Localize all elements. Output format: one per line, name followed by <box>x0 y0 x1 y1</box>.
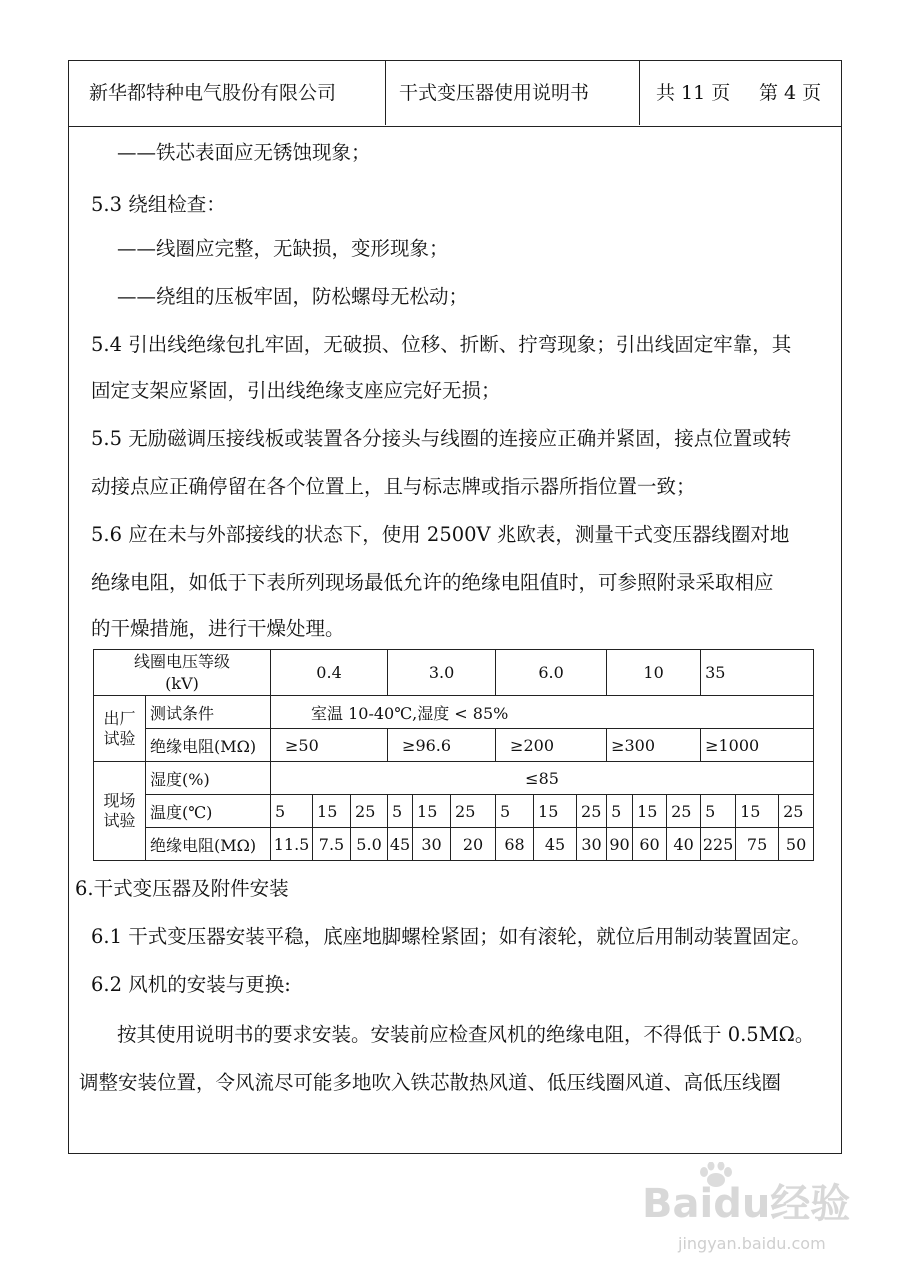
temperature-cell: 25 <box>667 795 701 828</box>
watermark-url: jingyan.baidu.com <box>678 1234 826 1253</box>
temperature-cell: 15 <box>633 795 667 828</box>
temperature-cell: 5 <box>701 795 736 828</box>
site-resistance-cell: 40 <box>667 828 701 861</box>
voltage-cell: 35 <box>701 650 814 696</box>
temperature-cell: 15 <box>413 795 451 828</box>
temperature-cell: 25 <box>577 795 607 828</box>
text-line: 固定支架应紧固，引出线绝缘支座应完好无损； <box>91 379 501 402</box>
insulation-resistance-table <box>93 649 814 861</box>
temperature-cell: 5 <box>607 795 633 828</box>
section-heading: 6.干式变压器及附件安装 <box>75 877 289 900</box>
voltage-cell: 3.0 <box>388 650 496 696</box>
temperature-cell: 15 <box>534 795 577 828</box>
factory-resistance-cell: ≥1000 <box>701 729 814 762</box>
voltage-cell: 6.0 <box>496 650 607 696</box>
header-divider <box>385 61 386 125</box>
temperature-cell: 15 <box>313 795 351 828</box>
temperature-cell: 5 <box>388 795 413 828</box>
temperature-cell: 25 <box>451 795 496 828</box>
factory-resistance-cell: ≥50 <box>271 729 388 762</box>
factory-test-group: 出厂 试验 <box>94 696 146 762</box>
page-header <box>69 61 841 127</box>
temperature-cell: 5 <box>271 795 313 828</box>
factory-resistance-cell: ≥300 <box>607 729 701 762</box>
site-resistance-cell: 68 <box>496 828 534 861</box>
site-resistance-cell: 30 <box>577 828 607 861</box>
text-line: 的干燥措施，进行干燥处理。 <box>91 617 345 640</box>
site-resistance-cell: 225 <box>701 828 736 861</box>
site-resistance-cell: 90 <box>607 828 633 861</box>
company-name: 新华都特种电气股份有限公司 <box>89 82 337 104</box>
voltage-header: 线圈电压等级 (kV) <box>94 650 271 696</box>
section-heading: 6.2 风机的安装与更换: <box>91 973 291 996</box>
site-resistance-cell: 50 <box>779 828 814 861</box>
text-line: 6.1 干式变压器安装平稳，底座地脚螺栓紧固；如有滚轮，就位后用制动装置固定。 <box>91 925 811 948</box>
total-pages: 共 11 页 <box>656 82 731 104</box>
site-resistance-cell: 5.0 <box>351 828 388 861</box>
site-resistance-cell: 45 <box>534 828 577 861</box>
temperature-cell: 25 <box>351 795 388 828</box>
factory-resistance-cell: ≥200 <box>496 729 607 762</box>
humidity-value: ≤85 <box>271 762 814 795</box>
site-resistance-cell: 75 <box>736 828 779 861</box>
text-line: 5.6 应在未与外部接线的状态下，使用 2500V 兆欧表，测量干式变压器线圈对地 <box>91 523 790 546</box>
watermark-brand: Baidu经验 <box>642 1181 851 1227</box>
temperature-cell: 25 <box>779 795 814 828</box>
text-line: 绝缘电阻，如低于下表所列现场最低允许的绝缘电阻值时，可参照附录采取相应 <box>91 571 774 594</box>
site-resistance-label: 绝缘电阻(MΩ) <box>146 828 271 861</box>
site-resistance-cell: 60 <box>633 828 667 861</box>
site-resistance-cell: 45 <box>388 828 413 861</box>
page-number: 第 4 页 <box>759 82 822 104</box>
text-line: 动接点应正确停留在各个位置上，且与标志牌或指示器所指位置一致； <box>91 475 696 498</box>
baidu-watermark <box>632 1160 872 1270</box>
site-test-group: 现场 试验 <box>94 762 146 861</box>
text-line: 5.5 无励磁调压接线板或装置各分接头与线圈的连接应正确并紧固，接点位置或转 <box>91 427 792 450</box>
test-condition-value: 室温 10-40℃,湿度 < 85% <box>271 696 814 729</box>
header-divider <box>639 61 640 125</box>
text-line: ——线圈应完整，无缺损，变形现象； <box>117 237 449 260</box>
section-heading: 5.3 绕组检查： <box>91 193 226 216</box>
site-resistance-cell: 30 <box>413 828 451 861</box>
temperature-cell: 15 <box>736 795 779 828</box>
site-resistance-cell: 7.5 <box>313 828 351 861</box>
factory-resistance-label: 绝缘电阻(MΩ) <box>146 729 271 762</box>
text-line: 5.4 引出线绝缘包扎牢固，无破损、位移、折断、拧弯现象；引出线固定牢靠，其 <box>91 333 792 356</box>
site-resistance-cell: 11.5 <box>271 828 313 861</box>
site-resistance-cell: 20 <box>451 828 496 861</box>
document-title: 干式变压器使用说明书 <box>399 82 590 104</box>
factory-resistance-cell: ≥96.6 <box>388 729 496 762</box>
temperature-cell: 5 <box>496 795 534 828</box>
text-line: 按其使用说明书的要求安装。安装前应检查风机的绝缘电阻，不得低于 0.5MΩ。 <box>117 1023 815 1046</box>
voltage-cell: 10 <box>607 650 701 696</box>
document-frame <box>68 60 842 1154</box>
temperature-label: 温度(℃) <box>146 795 271 828</box>
voltage-cell: 0.4 <box>271 650 388 696</box>
text-line: ——铁芯表面应无锈蚀现象； <box>117 141 371 164</box>
test-condition-label: 测试条件 <box>146 696 271 729</box>
humidity-label: 湿度(%) <box>146 762 271 795</box>
text-line: ——绕组的压板牢固，防松螺母无松动； <box>117 285 469 308</box>
text-line: 调整安装位置，令风流尽可能多地吹入铁芯散热风道、低压线圈风道、高低压线圈 <box>79 1071 782 1094</box>
